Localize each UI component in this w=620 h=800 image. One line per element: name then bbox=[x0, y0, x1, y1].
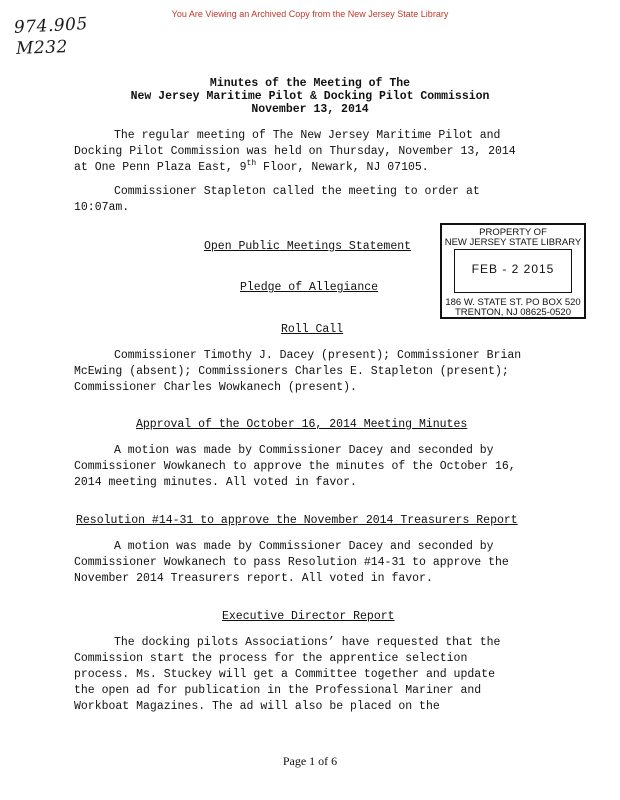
exec-line-3: process. Ms. Stuckey will get a Committee together and update bbox=[74, 668, 495, 681]
stamp-date-box bbox=[454, 249, 572, 293]
intro-paragraph bbox=[74, 128, 516, 176]
roll-call-line-3: Commissioner Charles Wowkanech (present). bbox=[74, 381, 357, 394]
intro-line-1: The regular meeting of The New Jersey Maritime Pilot and bbox=[114, 129, 501, 142]
heading-resolution-14-31: Resolution #14-31 to approve the November 2014 Treasurers Report bbox=[76, 514, 518, 527]
stamp-line-1: PROPERTY OF bbox=[479, 227, 547, 238]
archive-banner[interactable]: You Are Viewing an Archived Copy from the New Jersey State Library bbox=[171, 9, 449, 19]
title-line-3: November 13, 2014 bbox=[251, 103, 369, 116]
exec-line-1: The docking pilots Associations’ have requested that the bbox=[114, 636, 501, 649]
handwritten-call-number: 974.905 bbox=[13, 14, 89, 38]
heading-executive-director-report: Executive Director Report bbox=[222, 610, 395, 623]
title-line-1: Minutes of the Meeting of The bbox=[209, 77, 411, 90]
title-line-2: New Jersey Maritime Pilot & Docking Pilot Commission bbox=[130, 90, 490, 103]
intro-line-2: Docking Pilot Commission was held on Thursday, November 13, 2014 bbox=[74, 145, 516, 158]
roll-call-paragraph bbox=[74, 348, 521, 396]
exec-line-2: Commission start the process for the apprentice selection bbox=[74, 652, 468, 665]
document-title bbox=[0, 77, 620, 116]
approval-line-2: Commissioner Wowkanech to approve the minutes of the October 16, bbox=[74, 460, 516, 473]
call-to-order-paragraph bbox=[74, 184, 480, 216]
stamp-address: 186 W. STATE ST. PO BOX 520 bbox=[445, 297, 581, 308]
approval-paragraph bbox=[74, 443, 516, 491]
roll-call-line-2: McEwing (absent); Commissioners Charles E. Stapleton (present); bbox=[74, 365, 509, 378]
page-number: Page 1 of 6 bbox=[282, 754, 338, 768]
stamp-line-2: NEW JERSEY STATE LIBRARY bbox=[444, 237, 582, 248]
resolution-line-1: A motion was made by Commissioner Dacey and seconded by bbox=[114, 540, 494, 553]
heading-open-public-meetings: Open Public Meetings Statement bbox=[204, 240, 412, 253]
roll-call-line-1: Commissioner Timothy J. Dacey (present); Commissioner Brian bbox=[114, 349, 522, 362]
resolution-line-3: November 2014 Treasurers report. All voted in favor. bbox=[74, 572, 433, 585]
exec-line-5: Workboat Magazines. The ad will also be placed on the bbox=[74, 700, 440, 713]
heading-pledge-of-allegiance: Pledge of Allegiance bbox=[240, 281, 379, 294]
library-property-stamp bbox=[440, 223, 586, 319]
stamp-date: FEB - 2 2015 bbox=[471, 262, 555, 276]
call-to-order-line-1: Commissioner Stapleton called the meeting to order at bbox=[114, 185, 480, 198]
stamp-city: TRENTON, NJ 08625-0520 bbox=[455, 307, 571, 318]
resolution-line-2: Commissioner Wowkanech to pass Resolution #14-31 to approve the bbox=[74, 556, 509, 569]
approval-line-1: A motion was made by Commissioner Dacey and seconded by bbox=[114, 444, 494, 457]
heading-roll-call: Roll Call bbox=[281, 323, 344, 336]
intro-line-3: at One Penn Plaza East, 9th Floor, Newark, NJ 07105. bbox=[74, 159, 429, 174]
exec-line-4: the open ad for publication in the Professional Mariner and bbox=[74, 684, 482, 697]
resolution-paragraph bbox=[74, 539, 509, 587]
approval-line-3: 2014 meeting minutes. All voted in favor. bbox=[74, 476, 357, 489]
ordinal-suffix: th bbox=[246, 159, 257, 169]
exec-report-paragraph bbox=[74, 635, 500, 715]
heading-approval-of-minutes: Approval of the October 16, 2014 Meeting Minutes bbox=[136, 418, 468, 431]
call-to-order-line-2: 10:07am. bbox=[74, 201, 130, 214]
handwritten-cutter-number: M232 bbox=[15, 37, 69, 59]
